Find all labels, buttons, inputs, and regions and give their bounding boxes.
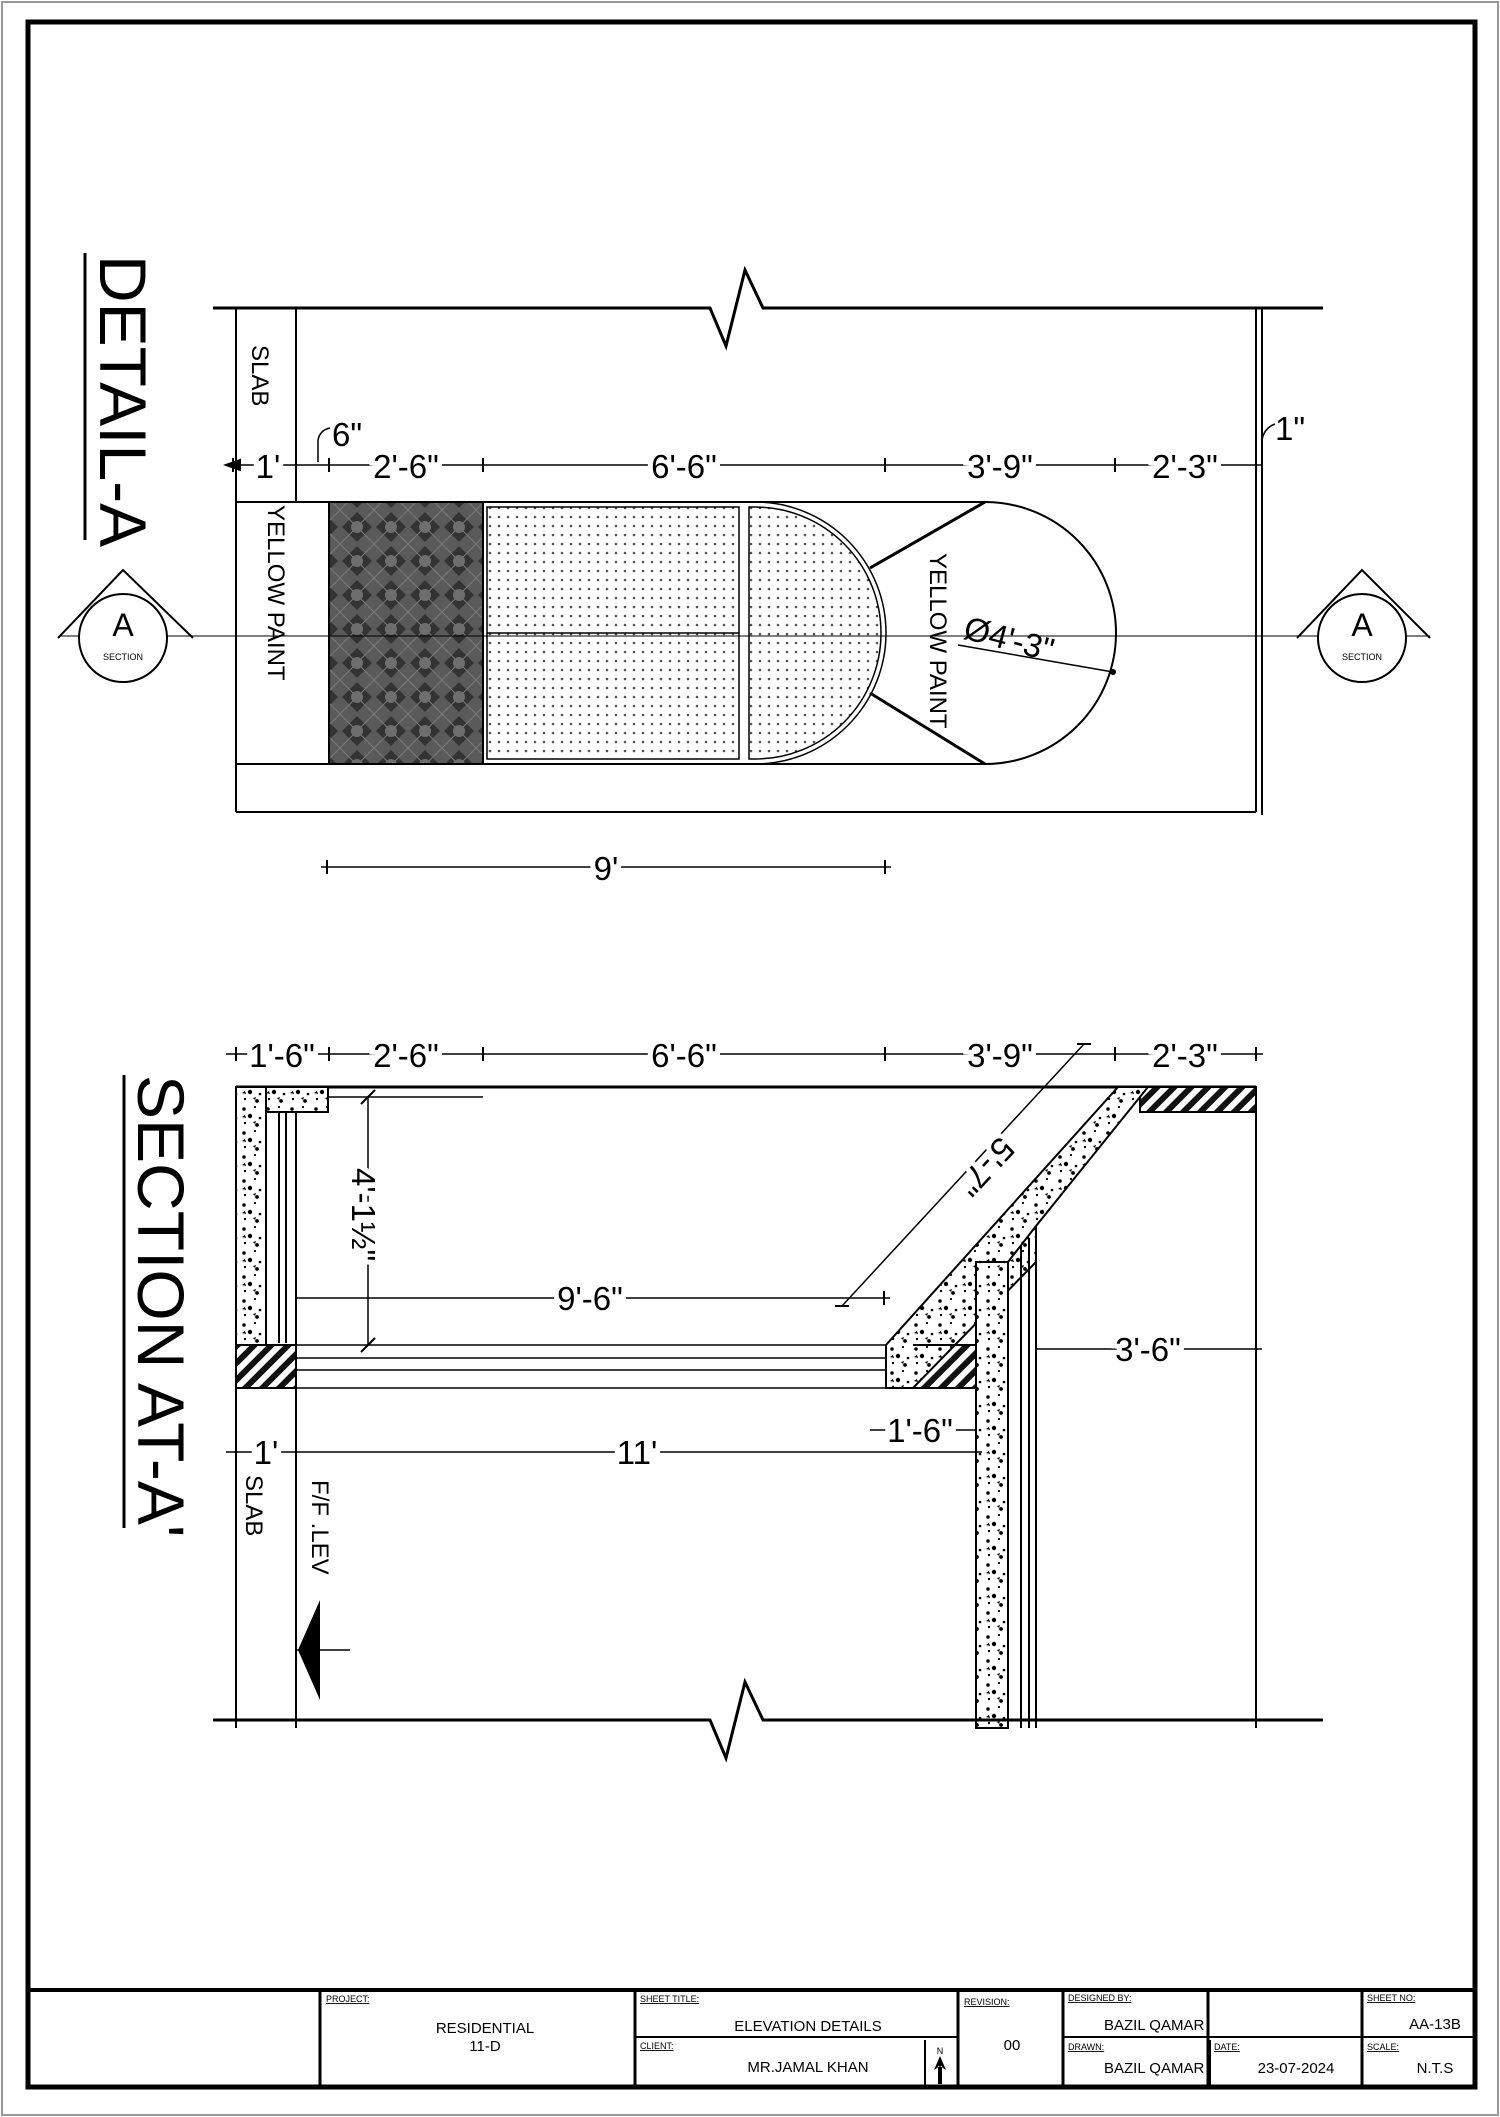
revision-label: REVISION: <box>964 1997 1010 2007</box>
sloped-roof <box>886 1087 1148 1388</box>
section-marker-letter: A <box>112 607 134 643</box>
left-wall <box>236 1087 266 1345</box>
dim-label: 2'-6" <box>373 448 439 485</box>
title-block <box>28 1990 1475 2087</box>
dim-label: 1'-6" <box>249 1037 315 1074</box>
scale: N.T.S <box>1416 2060 1454 2077</box>
sheet-title-label: SHEET TITLE: <box>640 1994 700 2004</box>
section-at-a <box>124 1037 1323 1758</box>
revision: 00 <box>1003 2037 1021 2054</box>
section-marker-left <box>58 570 193 682</box>
ff-level-label: F/F .LEV <box>306 1480 333 1575</box>
date-label: DATE: <box>1214 2042 1240 2052</box>
section-marker-text: SECTION <box>1341 652 1383 662</box>
dim-diagonal: 5'-7" <box>950 1130 1022 1204</box>
dim-label: 6'-6" <box>651 448 717 485</box>
tile-panel <box>329 502 483 764</box>
section-slab-label: SLAB <box>240 1475 267 1537</box>
sheet-title: ELEVATION DETAILS <box>734 2018 882 2035</box>
section-title: SECTION AT-A' <box>124 1075 198 1538</box>
drawn: BAZIL QAMAR <box>1104 2060 1205 2077</box>
dim-3-6: 3'-6" <box>1115 1331 1181 1368</box>
designed-by: BAZIL QAMAR <box>1104 2017 1205 2034</box>
project-line2: 11-D <box>469 2038 501 2055</box>
dim-label: 2'-6" <box>373 1037 439 1074</box>
north-arrow-icon <box>934 2056 946 2084</box>
dim-bottom: 9' <box>593 850 619 887</box>
paint-label-left: YELLOW PAINT <box>262 505 289 681</box>
diameter-label: Ø4'-3" <box>960 609 1059 669</box>
designed-by-label: DESIGNED BY: <box>1068 1993 1132 2003</box>
slab-hatch-left <box>236 1345 296 1388</box>
right-column <box>976 1262 1008 1728</box>
dim-9-6: 9'-6" <box>557 1280 623 1317</box>
dim-label: 2'-3" <box>1152 1037 1218 1074</box>
dim-11: 11' <box>616 1434 658 1471</box>
dim-small-right: 1" <box>1275 410 1306 447</box>
arched-panel <box>749 507 881 759</box>
section-marker-right <box>1297 570 1430 682</box>
paint-label-right: YELLOW PAINT <box>924 553 951 729</box>
date: 23-07-2024 <box>1257 2060 1335 2077</box>
sheet-no: AA-13B <box>1409 2016 1461 2033</box>
sheet-no-label: SHEET NO: <box>1367 1993 1416 2003</box>
detail-a-top-dimensions <box>256 448 1218 485</box>
client-label: CLIENT: <box>640 2041 674 2051</box>
slab-label: SLAB <box>246 345 273 407</box>
scale-label: SCALE: <box>1367 2042 1400 2052</box>
detail-a-plan <box>58 253 1430 887</box>
dim-label: 6'-6" <box>651 1037 717 1074</box>
dim-label: 3'-9" <box>967 448 1033 485</box>
client: MR.JAMAL KHAN <box>747 2059 869 2076</box>
section-marker-text: SECTION <box>102 652 144 662</box>
north-label: N <box>936 2046 944 2056</box>
drawn-label: DRAWN: <box>1068 2042 1105 2052</box>
slab-hatch-top <box>1140 1087 1256 1112</box>
detail-a-title: DETAIL-A <box>86 255 160 548</box>
dim-label: 2'-3" <box>1152 448 1218 485</box>
dim-1: 1' <box>253 1434 279 1471</box>
dim-label: 1' <box>255 448 281 485</box>
dim-vertical: 4'-1½" <box>345 1168 382 1262</box>
dim-label: 3'-9" <box>967 1037 1033 1074</box>
section-marker-letter: A <box>1351 607 1373 643</box>
project-line1: RESIDENTIAL <box>435 2020 535 2037</box>
project-label: PROJECT: <box>326 1994 370 2004</box>
dim-small-left: 6" <box>332 416 363 453</box>
dim-1-6: 1'-6" <box>887 1412 953 1449</box>
